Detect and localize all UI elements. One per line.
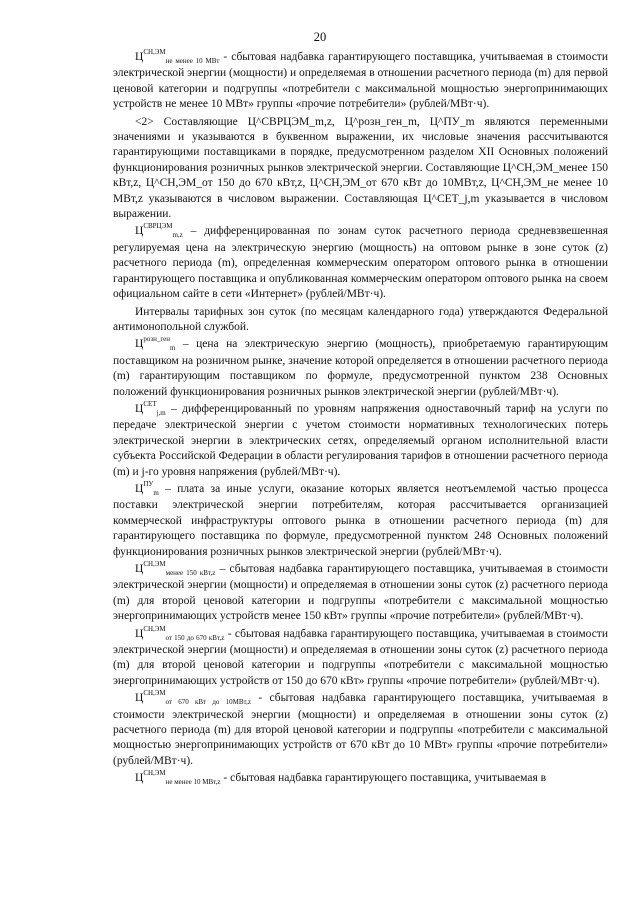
symbol-superscript: СН,ЭМ	[143, 689, 166, 698]
symbol-subscript: m	[169, 344, 176, 353]
symbol-superscript: ПУ	[143, 479, 154, 488]
symbol-superscript: СН,ЭМ	[143, 624, 166, 633]
symbol-superscript: розн_ген	[143, 335, 170, 344]
paragraph-sn-150-670kw	[113, 624, 608, 690]
paragraph-intervals: Интервалы тарифных зон суток (по месяцам календарного года) утверждаются Федеральной антимонопольной службой.	[113, 305, 608, 333]
symbol-subscript: от 150 до 670 кВт,z	[165, 633, 225, 642]
symbol-subscript: m,z	[172, 231, 183, 240]
symbol-superscript: СЕТ	[143, 399, 157, 408]
symbol-superscript: СН,ЭМ	[143, 48, 166, 56]
symbol-superscript: СВРЦЭМ	[143, 222, 173, 231]
symbol-superscript: СН,ЭМ	[143, 769, 166, 778]
paragraph-sn-10mw	[113, 50, 608, 113]
paragraph-text: - сбытовая надбавка гарантирующего поставщика, учитываемая в стоимости электрической энергии (мощности) и определяемая в отношении зоны суток (z) расчетного периода (m) для второй ценовой категории и подгруппы «потребители с максимальной мощностью энергопринимающих устройств от 670 кВт до 10 МВт» группы «прочие потребители» (рублей/МВт·ч).	[113, 692, 608, 767]
symbol: Ц	[135, 402, 144, 415]
paragraph-text: - сбытовая надбавка гарантирующего поставщика, учитываемая в стоимости электрической энергии (мощности) и определяемая в отношении зоны суток (z) расчетного периода (m) для второй ценовой категории и подгруппы «потребители с максимальной мощностью энергопринимающих устройств от 150 до 670 кВт» группы «прочие потребители» (рублей/МВт·ч).	[113, 627, 608, 687]
symbol: Ц	[135, 338, 144, 351]
paragraph-sn-150kw	[113, 562, 608, 625]
paragraph-pu	[113, 479, 608, 560]
paragraph-svrcem	[113, 224, 608, 302]
symbol-subscript: менее 150 кВт,z	[165, 569, 216, 577]
symbol-subscript: от 670 кВт до 10МВт,z	[165, 698, 251, 707]
page-number: 20	[313, 30, 327, 44]
paragraph-text: – дифференцированная по зонам суток расчетного периода средневзвешенная регулируемая цена на электрическую энергию (мощность) на оптовом рынке в зоне суток (z) расчетного периода (m), определенная коммерческим оператором оптового рынка в отношении гарантирующего поставщика и опубликованная коммерческим оператором оптового рынка на своем официальном сайте в сети «Интернет» (рублей/МВт·ч).	[113, 225, 608, 301]
paragraph-set	[113, 399, 608, 480]
symbol-subscript: не менее 10 МВт,z	[165, 778, 221, 787]
paragraph-text: – плата за иные услуги, оказание которых является неотъемлемой частью процесса поставки электрической энергии потребителям, которая рассчитывается организацией коммерческой инфраструктуры оптового рынка в отношении расчетного периода (m) для гарантирующего поставщика по формуле, предусмотренной пунктом 248 Основных положений функционирования розничных рынков электрической энергии (рублей/МВт·ч).	[113, 482, 608, 558]
paragraph-rozn-gen	[113, 337, 608, 400]
symbol-subscript: m	[153, 488, 159, 497]
paragraph-text: - сбытовая надбавка гарантирующего поставщика, учитываемая в стоимости электрической энергии (мощности) и определяемая в отношении расчетного периода (m) для первой ценовой категории и подгруппы «потребители с максимальной мощностью энергопринимающих устройств не менее 10 МВт» группы «прочие потребители» (рублей/МВт·ч).	[113, 51, 608, 111]
symbol: Ц	[135, 563, 144, 575]
paragraph-sn-670kw-10mw	[113, 691, 608, 769]
symbol: Ц	[135, 225, 144, 238]
symbol: Ц	[135, 692, 144, 705]
paragraph-text: – дифференцированный по уровням напряжения одноставочный тариф на услуги по передаче электрической энергии с учетом стоимости нормативных технологических потерь электрической энергии в электрических сетях, определяемый органом исполнительной власти субъекта Российской Федерации в области регулирования тарифов в отношении расчетного периода (m) и j-го уровня напряжения (рублей/МВт·ч).	[113, 402, 608, 478]
document-body	[113, 50, 608, 790]
symbol: Ц	[135, 627, 144, 640]
paragraph-text: – цена на электрическую энергию (мощность), приобретаемую гарантирующим поставщиком на розничном рынке, значение которой определяется в отношении расчетного периода (m) гарантирующим поставщиком по формуле, предусмотренной пунктом 238 Основных положений функционирования розничных рынков электрической энергии (рублей/МВт·ч).	[113, 338, 608, 398]
paragraph-text: – сбытовая надбавка гарантирующего поставщика, учитываемая в стоимости электрической энергии (мощности) и определяемая в отношении зоны суток (z) расчетного периода (m) для второй ценовой категории и подгруппы «потребители с максимальной мощностью энергопринимающих устройств менее 150 кВт» группы «прочие потребители» (рублей/МВт·ч).	[113, 563, 608, 623]
footnote-2: <2> Составляющие Ц^СВРЦЭМ_m,z, Ц^розн_ген_m, Ц^ПУ_m являются переменными значениями и указываются в буквенном выражении, их числовые значения рассчитываются гарантирующими поставщиками в порядке, предусмотренном разделом XII Основных положений функционирования розничных рынков электрической энергии. Составляющие Ц^СН,ЭМ_менее 150 кВт,z, Ц^СН,ЭМ_от 150 до 670 кВт,z, Ц^СН,ЭМ_от 670 кВт до 10МВт,z, Ц^СН,ЭМ_не менее 10 МВт,z указываются в числовом выражении. Составляющая Ц^СЕТ_j,m указывается в числовом выражении.	[113, 115, 608, 221]
symbol-subscript: не менее 10 МВт	[165, 57, 220, 65]
paragraph-sn-10mw-z	[113, 771, 608, 787]
paragraph-text: - сбытовая надбавка гарантирующего поставщика, учитываемая в	[220, 772, 547, 785]
symbol-superscript: СН,ЭМ	[143, 560, 166, 568]
symbol-subscript: j,m	[156, 408, 166, 417]
symbol: Ц	[135, 772, 144, 785]
symbol: Ц	[135, 51, 144, 63]
symbol: Ц	[135, 482, 144, 495]
